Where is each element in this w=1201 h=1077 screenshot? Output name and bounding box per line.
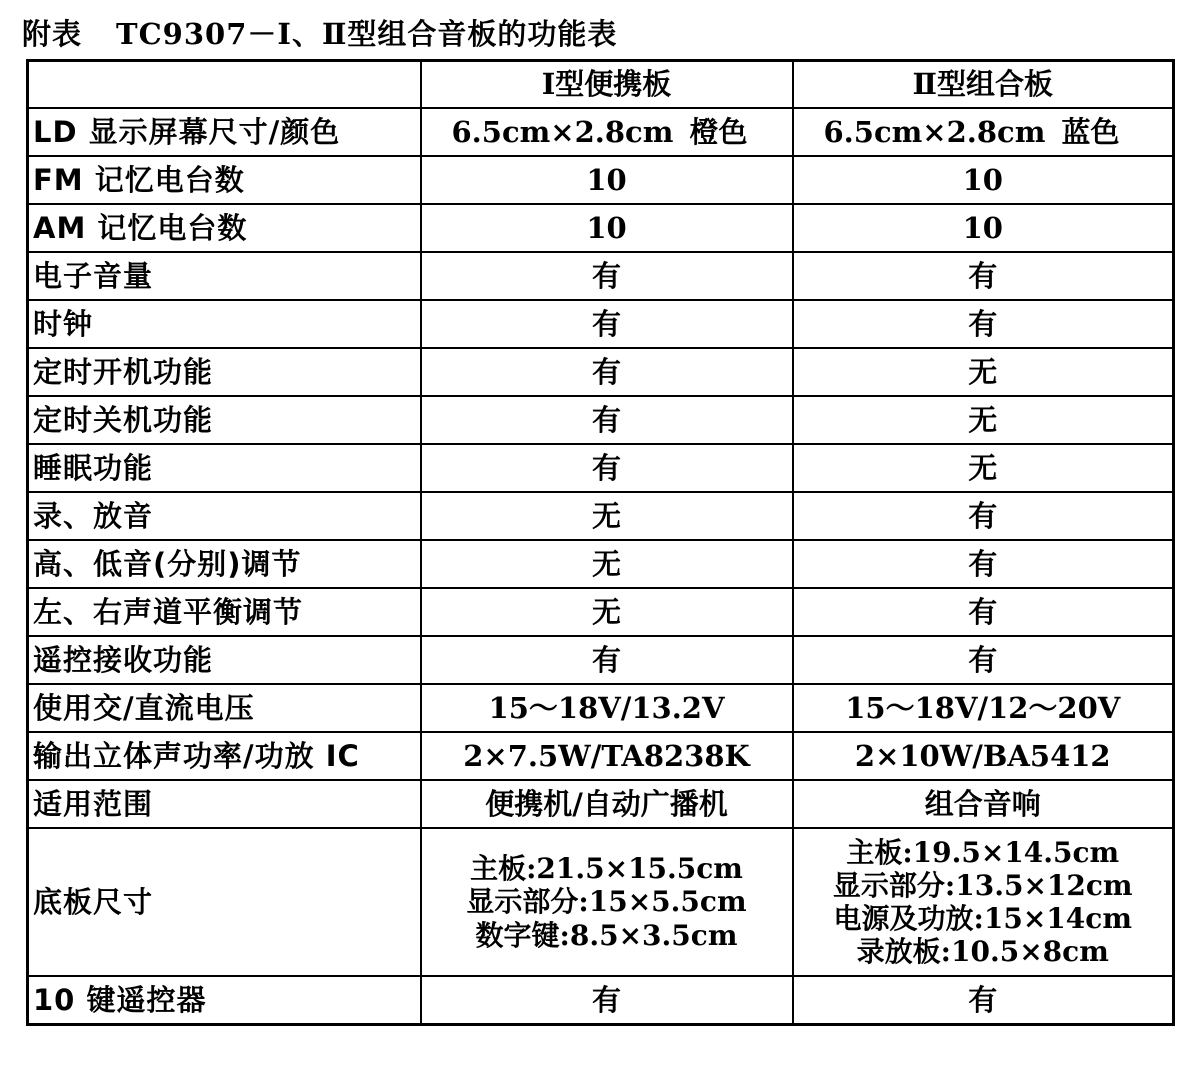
feature-label: 底板尺寸 [28,828,421,976]
feature-label: 定时关机功能 [28,396,421,444]
table-row [28,492,1174,540]
header-type2: Ⅱ型组合板 [793,61,1174,109]
type2-value: 有 [793,492,1174,540]
type2-value: 有 [793,588,1174,636]
table-row [28,108,1174,156]
feature-label: 电子音量 [28,252,421,300]
type2-value: 无 [793,396,1174,444]
feature-label: 左、右声道平衡调节 [28,588,421,636]
table-row [28,444,1174,492]
feature-label: 录、放音 [28,492,421,540]
table-row [28,204,1174,252]
feature-label: LD 显示屏幕尺寸/颜色 [28,108,421,156]
table-row [28,732,1174,780]
type2-value: 无 [793,348,1174,396]
type2-value: 15～18V/12～20V [793,684,1174,732]
board-size-line: 录放板:10.5×8cm [856,935,1109,969]
feature-label: 高、低音(分别)调节 [28,540,421,588]
feature-label: 输出立体声功率/功放 IC [28,732,421,780]
table-row [28,588,1174,636]
board-size-line: 数字键:8.5×3.5cm [475,918,738,952]
type1-color: 橙色 [689,114,748,149]
table-caption [22,12,617,53]
type1-value: 有 [421,444,793,492]
type2-value: 10 [793,156,1174,204]
type1-value: 有 [421,976,793,1025]
feature-label: AM 记忆电台数 [28,204,421,252]
feature-label: 定时开机功能 [28,348,421,396]
type1-value: 无 [421,492,793,540]
table-row [28,156,1174,204]
table-row [28,636,1174,684]
type1-value: 2×7.5W/TA8238K [421,732,793,780]
feature-label: 睡眠功能 [28,444,421,492]
type1-value [421,828,793,976]
type2-value: 有 [793,300,1174,348]
caption-title: TC9307－Ⅰ、Ⅱ型组合音板的功能表 [116,17,618,51]
type2-value: 2×10W/BA5412 [793,732,1174,780]
type1-value [421,108,793,156]
header-corner [28,61,421,109]
table-row [28,684,1174,732]
board-size-line: 电源及功放:15×14cm [833,902,1132,935]
type1-value: 10 [421,204,793,252]
feature-label: 遥控接收功能 [28,636,421,684]
board-size-lines [426,852,788,951]
table-row [28,540,1174,588]
type1-value: 有 [421,252,793,300]
type1-value: 10 [421,156,793,204]
feature-label: 10 键遥控器 [28,976,421,1025]
type2-value: 有 [793,636,1174,684]
type1-value: 有 [421,348,793,396]
type2-value: 组合音响 [793,780,1174,828]
board-size-lines [798,836,1169,968]
board-size-line: 显示部分:13.5×12cm [832,868,1133,902]
type1-value: 有 [421,300,793,348]
feature-label: FM 记忆电台数 [28,156,421,204]
table-row [28,780,1174,828]
type2-value: 有 [793,976,1174,1025]
board-size-line: 显示部分:15×5.5cm [466,885,747,919]
feature-label: 适用范围 [28,780,421,828]
type2-value: 10 [793,204,1174,252]
feature-label: 时钟 [28,300,421,348]
type2-value: 无 [793,444,1174,492]
board-size-line: 主板:19.5×14.5cm [846,835,1120,869]
table-row [28,828,1174,976]
type1-value: 有 [421,636,793,684]
type1-value: 有 [421,396,793,444]
type1-size: 6.5cm×2.8cm [451,114,674,149]
header-row [28,61,1174,109]
type1-value: 15～18V/13.2V [421,684,793,732]
type1-value: 无 [421,588,793,636]
table-row [28,252,1174,300]
feature-label: 使用交/直流电压 [28,684,421,732]
type2-color: 蓝色 [1061,114,1120,149]
type2-value [793,108,1174,156]
type2-value: 有 [793,252,1174,300]
type1-value: 无 [421,540,793,588]
table-row [28,976,1174,1025]
type2-value: 有 [793,540,1174,588]
type2-size: 6.5cm×2.8cm [823,114,1046,149]
header-type1: Ⅰ型便携板 [421,61,793,109]
table-row [28,300,1174,348]
caption-lead: 附表 [22,17,83,51]
board-size-line: 主板:21.5×15.5cm [470,852,743,886]
table-row [28,396,1174,444]
function-table [26,59,1175,1026]
type1-value: 便携机/自动广播机 [421,780,793,828]
type2-value [793,828,1174,976]
table-row [28,348,1174,396]
